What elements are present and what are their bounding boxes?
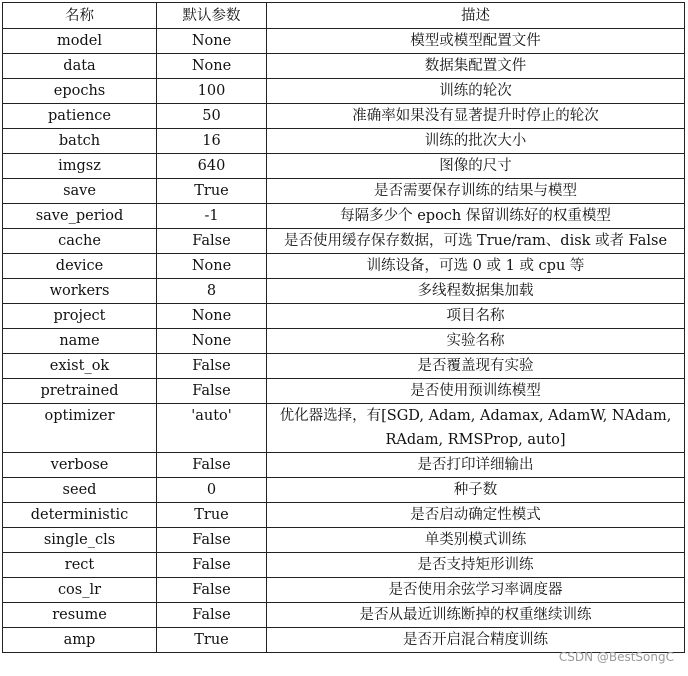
param-default: 0 <box>157 478 267 503</box>
parameters-table <box>2 2 685 653</box>
param-name: imgsz <box>3 154 157 179</box>
param-name: resume <box>3 603 157 628</box>
description-line-2: RAdam, RMSProp, auto] <box>385 432 566 448</box>
table-row <box>3 204 685 229</box>
table-row <box>3 154 685 179</box>
param-default: False <box>157 229 267 254</box>
param-description: 是否启动确定性模式 <box>267 503 685 528</box>
param-description: 是否使用缓存保存数据，可选 True/ram、disk 或者 False <box>267 229 685 254</box>
param-name: cache <box>3 229 157 254</box>
param-name: name <box>3 329 157 354</box>
param-description: 项目名称 <box>267 304 685 329</box>
param-default: False <box>157 578 267 603</box>
param-description: 是否开启混合精度训练 <box>267 628 685 653</box>
param-name: patience <box>3 104 157 129</box>
param-default: False <box>157 379 267 404</box>
param-default: None <box>157 254 267 279</box>
param-default: 16 <box>157 129 267 154</box>
param-name: model <box>3 29 157 54</box>
param-description: 单类别模式训练 <box>267 528 685 553</box>
table-row <box>3 279 685 304</box>
param-description: 是否从最近训练断掉的权重继续训练 <box>267 603 685 628</box>
param-description: 数据集配置文件 <box>267 54 685 79</box>
param-description: 训练设备，可选 0 或 1 或 cpu 等 <box>267 254 685 279</box>
param-default: 640 <box>157 154 267 179</box>
param-name: cos_lr <box>3 578 157 603</box>
header-description: 描述 <box>267 3 685 29</box>
param-name: optimizer <box>3 404 157 453</box>
param-name: project <box>3 304 157 329</box>
param-default: True <box>157 179 267 204</box>
param-default: True <box>157 628 267 653</box>
param-name: pretrained <box>3 379 157 404</box>
table-row <box>3 354 685 379</box>
table-row <box>3 54 685 79</box>
param-description: 是否支持矩形训练 <box>267 553 685 578</box>
param-description: 图像的尺寸 <box>267 154 685 179</box>
param-name: single_cls <box>3 528 157 553</box>
param-default: 100 <box>157 79 267 104</box>
param-default: 8 <box>157 279 267 304</box>
param-default: False <box>157 354 267 379</box>
param-default: None <box>157 329 267 354</box>
param-default: 50 <box>157 104 267 129</box>
param-name: workers <box>3 279 157 304</box>
table-row <box>3 404 685 453</box>
header-name: 名称 <box>3 3 157 29</box>
table-row <box>3 104 685 129</box>
param-name: epochs <box>3 79 157 104</box>
table-row <box>3 79 685 104</box>
table-row <box>3 29 685 54</box>
param-default: -1 <box>157 204 267 229</box>
param-default: None <box>157 54 267 79</box>
header-default: 默认参数 <box>157 3 267 29</box>
param-name: save <box>3 179 157 204</box>
table-row <box>3 503 685 528</box>
param-default: True <box>157 503 267 528</box>
table-row <box>3 628 685 653</box>
param-name: verbose <box>3 453 157 478</box>
param-description: 训练的轮次 <box>267 79 685 104</box>
param-default: False <box>157 528 267 553</box>
param-description: 多线程数据集加载 <box>267 279 685 304</box>
param-name: device <box>3 254 157 279</box>
param-name: deterministic <box>3 503 157 528</box>
table-row <box>3 179 685 204</box>
table-row <box>3 304 685 329</box>
param-description: 是否覆盖现有实验 <box>267 354 685 379</box>
param-description: 每隔多少个 epoch 保留训练好的权重模型 <box>267 204 685 229</box>
param-name: data <box>3 54 157 79</box>
param-name: save_period <box>3 204 157 229</box>
table-row <box>3 329 685 354</box>
table-row <box>3 379 685 404</box>
param-default: False <box>157 453 267 478</box>
param-name: seed <box>3 478 157 503</box>
param-name: amp <box>3 628 157 653</box>
param-default: False <box>157 553 267 578</box>
table-row <box>3 578 685 603</box>
table-row <box>3 129 685 154</box>
param-default: None <box>157 304 267 329</box>
param-description: 是否需要保存训练的结果与模型 <box>267 179 685 204</box>
table-row <box>3 478 685 503</box>
param-name: exist_ok <box>3 354 157 379</box>
param-description: 实验名称 <box>267 329 685 354</box>
table-row <box>3 553 685 578</box>
param-description: 种子数 <box>267 478 685 503</box>
param-description: 模型或模型配置文件 <box>267 29 685 54</box>
table-row <box>3 528 685 553</box>
param-default: None <box>157 29 267 54</box>
table-row <box>3 229 685 254</box>
param-name: rect <box>3 553 157 578</box>
param-description: 是否打印详细输出 <box>267 453 685 478</box>
table-row <box>3 254 685 279</box>
param-description: 准确率如果没有显著提升时停止的轮次 <box>267 104 685 129</box>
param-description: 是否使用预训练模型 <box>267 379 685 404</box>
watermark: CSDN @BestSongC <box>558 650 674 664</box>
table-row <box>3 453 685 478</box>
param-description: 是否使用余弦学习率调度器 <box>267 578 685 603</box>
param-name: batch <box>3 129 157 154</box>
description-line-1: 优化器选择，有[SGD, Adam, Adamax, AdamW, NAdam, <box>279 408 672 424</box>
param-description <box>267 404 685 453</box>
param-default: False <box>157 603 267 628</box>
param-description: 训练的批次大小 <box>267 129 685 154</box>
param-default: 'auto' <box>157 404 267 453</box>
table-row <box>3 603 685 628</box>
header-row <box>3 3 685 29</box>
